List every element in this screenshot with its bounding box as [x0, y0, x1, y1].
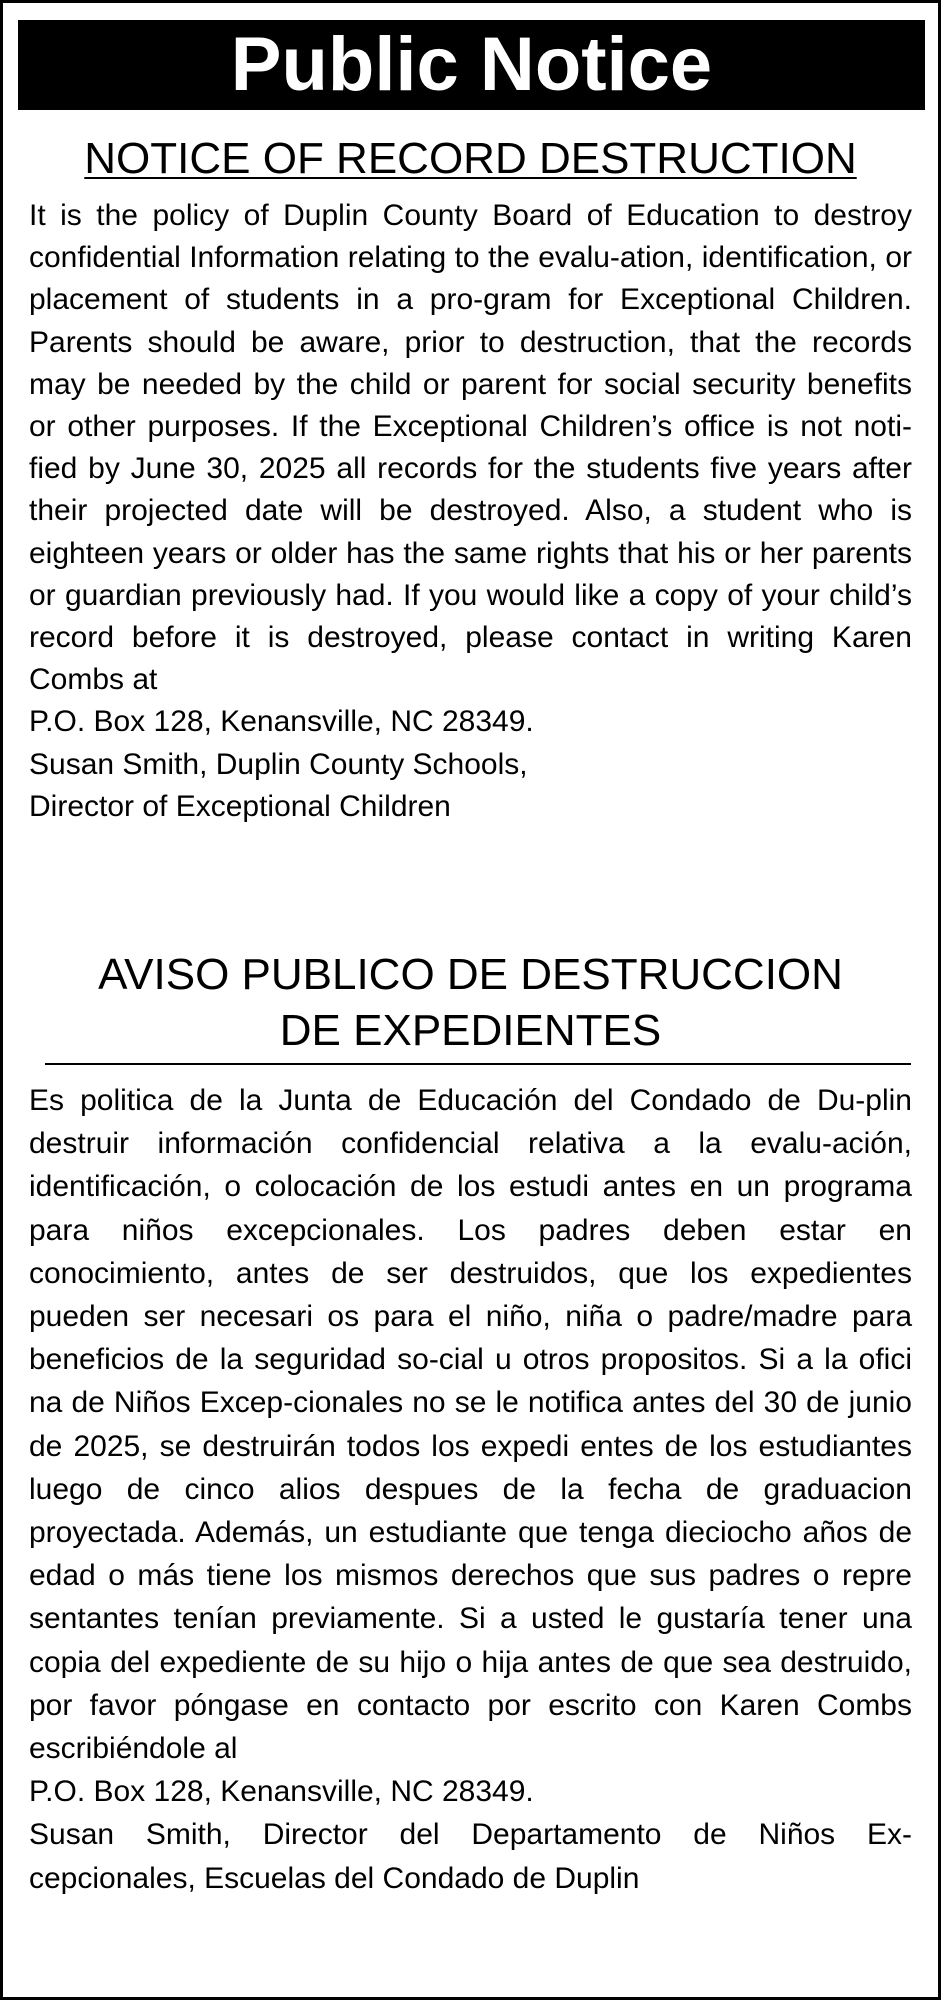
spanish-signature: Susan Smith, Director del Departamento de Niños Ex-cepcionales, Escuelas del Condado de Duplin: [29, 1818, 912, 1895]
english-signature-line2: Director of Exceptional Children: [29, 789, 451, 823]
section-divider: [45, 1063, 911, 1065]
english-heading-text: NOTICE OF RECORD DESTRUCTION: [84, 134, 857, 183]
english-signature-line1: Susan Smith, Duplin County Schools,: [29, 747, 528, 781]
spanish-section: [29, 1079, 912, 1900]
english-body: It is the policy of Duplin County Board of Education to destroy confidential Information relating to the evalu-ation, identification, or placement of students in a pro-gram for Exceptional Children. Parents should be aware, prior to destruction, that the records may be needed by the child or parent for social security benefits or other purposes. If the Exceptional Children’s office is not noti-fied by June 30, 2025 all records for the students five years after their projected date will be destroyed. Also, a student who is eighteen years or older has the same rights that his or her parents or guardian previously had. If you would like a copy of your child’s record before it is destroyed, please contact in writing Karen Combs at: [29, 199, 912, 697]
spanish-body: Es politica de la Junta de Educación del Condado de Du-plin destruir información confidencial relativa a la evalu-ación, identificación, o colocación de los estudi antes en un programa para niños excepcionales. Los padres deben estar en conocimiento, antes de ser destruidos, que los expedientes pueden ser necesari os para el niño, niña o padre/madre para beneficios de la seguridad so-cial u otros propositos. Si a la ofici na de Niños Excep-cionales no se le notifica antes del 30 de junio de 2025, se destruirán todos los expedi entes de los estudiantes luego de cinco alios despues de la fecha de graduacion proyectada. Además, un estudiante que tenga dieciocho años de edad o más tiene los mismos derechos que sus padres o repre sentantes tenían previamente. Si a usted le gustaría tener una copia del expediente de su hijo o hija antes de que sea destruido, por favor póngase en contacto por escrito con Karen Combs escribiéndole al: [29, 1084, 912, 1766]
spanish-heading-line2: DE EXPEDIENTES: [279, 1006, 662, 1055]
english-heading: [3, 133, 938, 185]
english-section: [29, 195, 912, 828]
spanish-heading: [3, 947, 938, 1059]
spanish-heading-line1: AVISO PUBLICO DE DESTRUCCION: [98, 950, 843, 999]
spanish-address: P.O. Box 128, Kenansville, NC 28349.: [29, 1775, 534, 1809]
english-address: P.O. Box 128, Kenansville, NC 28349.: [29, 705, 534, 739]
banner-title: Public Notice: [18, 20, 925, 110]
